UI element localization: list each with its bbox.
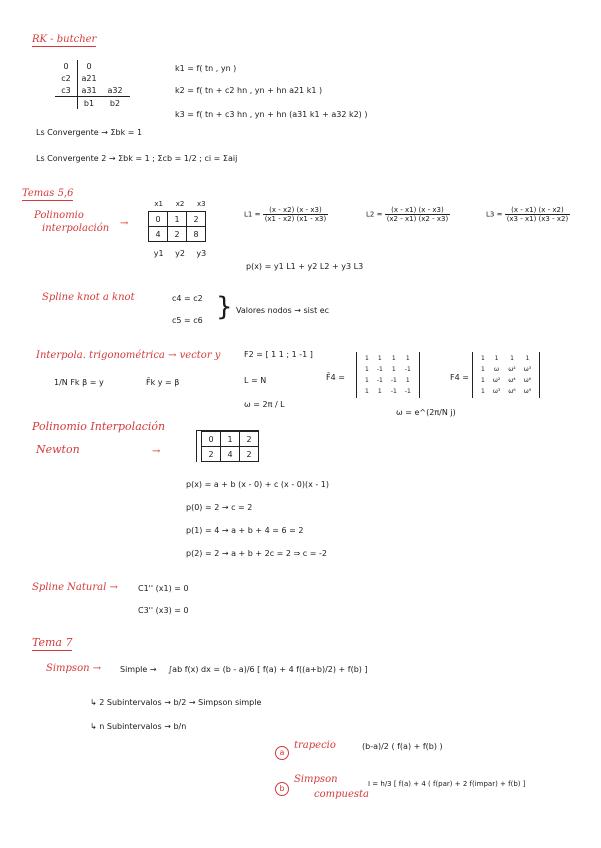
matrix-cell: ω⁶ <box>508 388 516 395</box>
newton-arrow: → <box>152 446 161 457</box>
spline-label: Spline knot a knot <box>42 292 135 303</box>
matrix-cell: -1 <box>390 377 397 384</box>
matrix-cell: 1 <box>481 377 485 384</box>
F4bar-matrix <box>356 352 420 402</box>
F4bar-label: F̄4 = <box>326 373 345 382</box>
mark-b: b <box>275 776 289 796</box>
poly-label-2: interpolación <box>42 223 110 234</box>
tableau-cell: c3 <box>55 84 78 97</box>
spline-c2: c5 = c6 <box>172 316 203 325</box>
simpson-comp-label-2: compuesta <box>314 789 369 800</box>
matrix-cell: ω² <box>508 366 516 373</box>
natural-c2: C3'' (x3) = 0 <box>138 606 189 615</box>
matrix-cell: 1 <box>525 355 530 362</box>
subn: ↳ n Subintervalos → b/n <box>90 722 187 731</box>
simpson-label: Simpson → <box>46 663 102 674</box>
matrix-cell: 1 <box>365 377 369 384</box>
tableau-cell: a21 <box>81 73 97 83</box>
conv2: Ls Convergente 2 → Σbk = 1 ; Σcb = 1/2 ; ci = Σaij <box>36 154 238 163</box>
matrix-cell: 1 <box>365 366 369 373</box>
simple-label: Simple → <box>120 665 157 674</box>
arrow: → <box>120 218 129 229</box>
matrix-cell: ω⁹ <box>523 388 532 395</box>
k3-eq: k3 = f( tn + c3 hn , yn + hn (a31 k1 + a32 k2) ) <box>175 110 368 119</box>
matrix-cell: 1 <box>481 355 485 362</box>
L3: L3 = $\frac{(x - x1) (x - x2)}{(x3 - x1) (x3 - x2)}$ <box>486 206 569 223</box>
L2: L2 = $\frac{(x - x1) (x - x3)}{(x2 - x1) (x2 - x3)}$ <box>366 206 449 223</box>
k1-eq: k1 = f( tn , yn ) <box>175 64 237 73</box>
butcher-tableau <box>55 60 130 109</box>
matrix-cell: 1 <box>405 355 410 362</box>
tableau-cell: 0 <box>55 60 78 72</box>
mark-a: a <box>275 740 289 760</box>
trig-label: Interpola. trigonométrica → vector y <box>36 350 221 361</box>
newton-l3: p(1) = 4 → a + b + 4 = 6 = 2 <box>186 526 304 535</box>
px-eq: p(x) = y1 L1 + y2 L2 + y3 L3 <box>246 262 364 271</box>
matrix-cell: 1 <box>481 366 485 373</box>
newton-title-1: Polinomio Interpolación <box>32 420 166 433</box>
poly-label-1: Polinomio <box>34 210 84 221</box>
natural-label: Spline Natural → <box>32 582 118 593</box>
matrix-cell: ω³ <box>492 388 501 395</box>
natural-c1: C1'' (x1) = 0 <box>138 584 189 593</box>
w-def: ω = e^(2π/N j) <box>396 408 456 417</box>
matrix-cell: 1 <box>405 377 410 384</box>
spline-res: Valores nodos → sist ec <box>236 306 330 315</box>
matrix-cell: ω⁴ <box>508 377 516 384</box>
matrix-cell: 1 <box>481 388 485 395</box>
matrix-cell: -1 <box>376 377 383 384</box>
matrix-cell: ω³ <box>523 366 532 373</box>
spline-c1: c4 = c2 <box>172 294 203 303</box>
newton-title-2: Newton <box>36 443 80 456</box>
newton-l1: p(x) = a + b (x - 0) + c (x - 0)(x - 1) <box>186 480 330 489</box>
trapecio-label: trapecio <box>294 740 336 751</box>
tema7-title: Tema 7 <box>32 636 73 649</box>
matrix-cell: 1 <box>391 355 396 362</box>
brace: } <box>216 292 233 322</box>
tableau-cell: b1 <box>83 98 95 108</box>
F2: F2 = [ 1 1 ; 1 -1 ] <box>244 350 313 359</box>
matrix-cell: ω <box>494 366 500 373</box>
simpson-comp-formula: I = h/3 [ f(a) + 4 ( f(par) + 2 f(impar) + f(b) ] <box>368 780 526 788</box>
matrix-cell: 1 <box>391 366 396 373</box>
temas56-title: Temas 5,6 <box>22 188 74 199</box>
newton-l4: p(2) = 2 → a + b + 2c = 2 ⇒ c = -2 <box>186 549 327 558</box>
trapecio-formula: (b-a)/2 ( f(a) + f(b) ) <box>362 742 443 751</box>
tableau-cell: c2 <box>55 72 78 84</box>
sub2: ↳ 2 Subintervalos → b/2 → Simpson simple <box>90 698 262 707</box>
rk-title: RK - butcher <box>32 34 97 45</box>
matrix-cell: 1 <box>377 355 382 362</box>
tableau-cell: a32 <box>100 84 130 97</box>
matrix-cell: 1 <box>494 355 499 362</box>
omega: ω = 2π / L <box>244 400 285 409</box>
F4-matrix <box>472 352 540 402</box>
matrix-cell: -1 <box>404 388 411 395</box>
tableau-cell: b2 <box>109 98 121 108</box>
L1: L1 = $\frac{(x - x2) (x - x3)}{(x1 - x2) (x1 - x3)}$ <box>244 206 327 223</box>
trig-eq1: 1/N Fk β = y <box>54 378 104 387</box>
simpson-integral: ∫ab f(x) dx = (b - a)/6 [ f(a) + 4 f((a+b)/2) + f(b) ] <box>168 665 368 674</box>
simpson-comp-label-1: Simpson <box>294 774 338 785</box>
grid-foot: y1 y2 y3 <box>153 249 207 258</box>
matrix-cell: ω⁶ <box>523 377 532 384</box>
F4-label: F4 = <box>450 373 469 382</box>
newton-table: 0 1 2 2 4 2 <box>196 430 259 462</box>
matrix-cell: 1 <box>365 355 369 362</box>
tableau-cell: 0 <box>86 61 92 71</box>
k2-eq: k2 = f( tn + c2 hn , yn + hn a21 k1 ) <box>175 86 323 95</box>
matrix-cell: ω² <box>492 377 501 384</box>
conv1: Ls Convergente → Σbk = 1 <box>36 128 143 137</box>
matrix-cell: 1 <box>365 388 369 395</box>
matrix-cell: -1 <box>404 366 411 373</box>
matrix-cell: 1 <box>510 355 514 362</box>
interp-grid: 0 1 2 4 2 8 <box>148 211 206 242</box>
trig-eq2: F̄k y = β <box>146 378 180 387</box>
Lw: L = N <box>244 376 267 385</box>
matrix-cell: -1 <box>390 388 397 395</box>
matrix-cell: 1 <box>377 388 382 395</box>
matrix-cell: -1 <box>376 366 383 373</box>
tableau-cell: a31 <box>78 84 101 97</box>
newton-l2: p(0) = 2 → c = 2 <box>186 503 253 512</box>
grid-head: x1 x2 x3 <box>154 200 206 208</box>
